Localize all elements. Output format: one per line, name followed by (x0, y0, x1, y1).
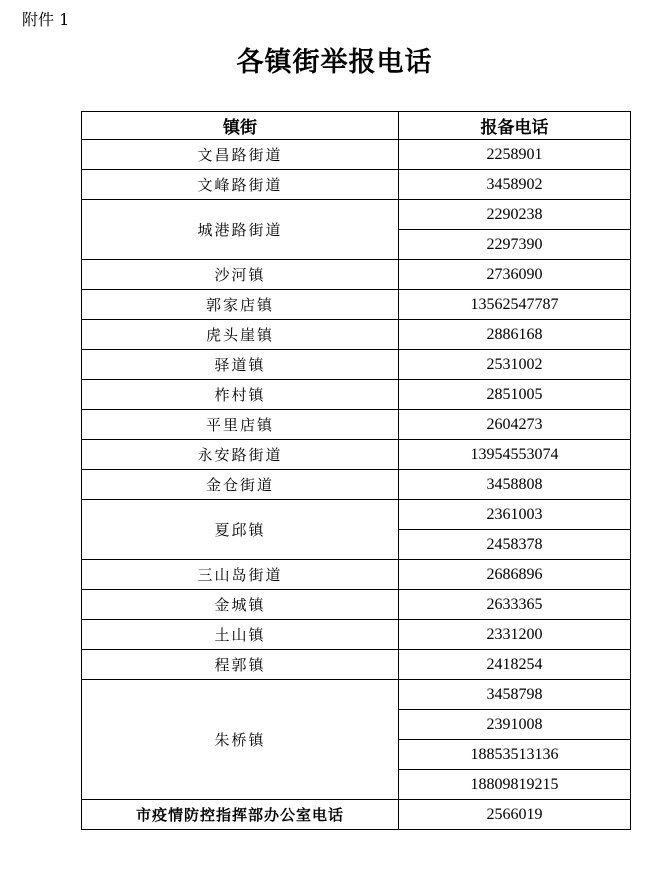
phone-number-cell: 2297390 (399, 230, 631, 260)
phone-number-cell: 2686896 (399, 560, 631, 590)
phone-number-cell: 18809819215 (399, 770, 631, 800)
phone-number-cell: 2391008 (399, 710, 631, 740)
phone-number-cell: 13562547787 (399, 290, 631, 320)
table-row (82, 470, 631, 500)
phone-number-cell: 2458378 (399, 530, 631, 560)
phone-number-cell: 3458798 (399, 680, 631, 710)
command-office-label: 市疫情防控指挥部办公室电话 (82, 800, 399, 830)
table-row (82, 260, 631, 290)
table-row (82, 500, 631, 530)
hotline-table (81, 111, 631, 830)
phone-number-cell: 2604273 (399, 410, 631, 440)
phone-number-cell: 2258901 (399, 140, 631, 170)
town-name-cell: 三山岛街道 (82, 560, 399, 590)
town-name-cell: 夏邱镇 (82, 500, 399, 560)
town-name-cell: 程郭镇 (82, 650, 399, 680)
table-row (82, 380, 631, 410)
table-row (82, 320, 631, 350)
table-row (82, 140, 631, 170)
town-name-cell: 文昌路街道 (82, 140, 399, 170)
table-row (82, 350, 631, 380)
town-name-cell: 金仓街道 (82, 470, 399, 500)
phone-number-cell: 13954553074 (399, 440, 631, 470)
table-footer-row (82, 800, 631, 830)
table-row (82, 410, 631, 440)
town-name-cell: 城港路街道 (82, 200, 399, 260)
phone-number-cell: 2633365 (399, 590, 631, 620)
table-row (82, 440, 631, 470)
town-name-cell: 土山镇 (82, 620, 399, 650)
phone-number-cell: 2418254 (399, 650, 631, 680)
column-header-phone: 报备电话 (399, 112, 631, 140)
phone-number-cell: 2331200 (399, 620, 631, 650)
town-name-cell: 永安路街道 (82, 440, 399, 470)
table-row (82, 650, 631, 680)
town-name-cell: 虎头崖镇 (82, 320, 399, 350)
phone-number-cell: 2886168 (399, 320, 631, 350)
town-name-cell: 驿道镇 (82, 350, 399, 380)
phone-number-cell: 18853513136 (399, 740, 631, 770)
town-name-cell: 平里店镇 (82, 410, 399, 440)
table-row (82, 290, 631, 320)
command-office-phone: 2566019 (399, 800, 631, 830)
phone-number-cell: 3458902 (399, 170, 631, 200)
phone-number-cell: 3458808 (399, 470, 631, 500)
table-row (82, 560, 631, 590)
table-header-row (82, 112, 631, 140)
table-row (82, 590, 631, 620)
attachment-label: 附件 1 (22, 10, 70, 29)
table-row (82, 620, 631, 650)
page-title: 各镇街举报电话 (236, 47, 433, 78)
phone-number-cell: 2736090 (399, 260, 631, 290)
phone-number-cell: 2361003 (399, 500, 631, 530)
phone-number-cell: 2290238 (399, 200, 631, 230)
town-name-cell: 沙河镇 (82, 260, 399, 290)
table-row (82, 200, 631, 230)
table-row (82, 680, 631, 710)
town-name-cell: 文峰路街道 (82, 170, 399, 200)
table-body (82, 140, 631, 830)
town-name-cell: 朱桥镇 (82, 680, 399, 800)
town-name-cell: 金城镇 (82, 590, 399, 620)
town-name-cell: 柞村镇 (82, 380, 399, 410)
phone-number-cell: 2531002 (399, 350, 631, 380)
town-name-cell: 郭家店镇 (82, 290, 399, 320)
table-row (82, 170, 631, 200)
column-header-town: 镇街 (82, 112, 399, 140)
phone-number-cell: 2851005 (399, 380, 631, 410)
